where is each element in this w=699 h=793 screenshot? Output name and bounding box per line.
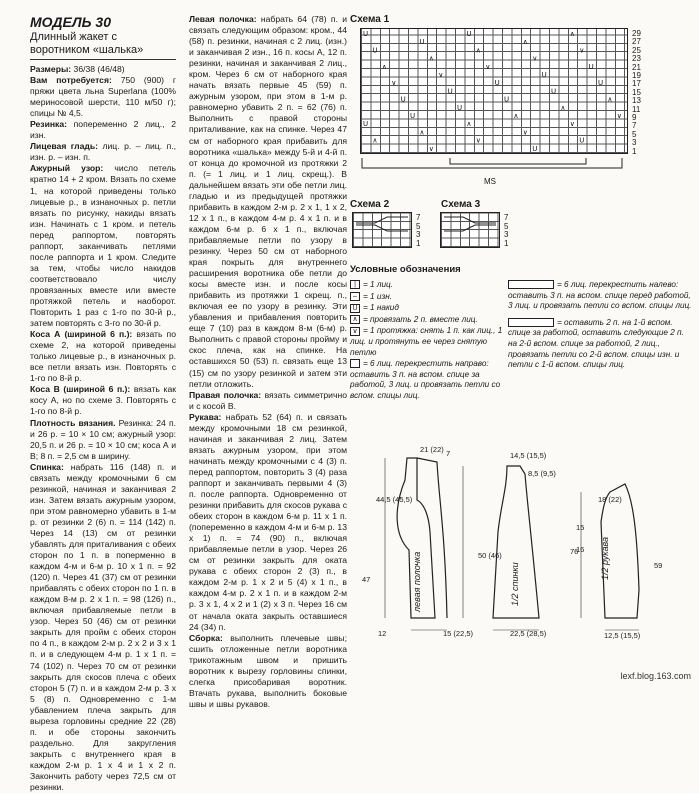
row-number: 3 [416,230,421,240]
stitch-symbol: U [419,38,425,47]
stitch-symbol: ∨ [569,120,575,129]
legend-symbol-icon [350,359,360,368]
legend-right-text: = оставить 2 п. на 1-й вспом. спице за работой, оставить следующие 2 п. на 2-й вспом. спице за работой, 2 лиц., провязать петли со 2-й вспом. спицы изн. и петли с 1-й вспом. спицы лиц. [508,317,684,370]
scheme3-cable [441,213,499,247]
legend-text: = 1 изн. [363,291,393,301]
stitch-symbol: U [457,103,463,112]
col2-paragraph [189,14,347,390]
left-text-column [30,14,176,793]
model-subtitle: Длинный жакет с воротником «шалька» [30,31,144,56]
col1-paragraph [30,163,176,329]
stitch-symbol: ∧ [569,30,575,38]
scheme2-title: Схема 2 [350,199,390,210]
row-number: 15 [632,87,641,97]
row-number: 9 [632,113,637,122]
legend-right-text: = 6 лиц. перекрестить налево: оставить 3 п. на вспом. спице перед работой, 3 лиц. и провязать петли со вспом. спицы лиц. [508,280,692,311]
row-number: 7 [416,213,421,222]
stitch-symbol: ∧ [428,54,434,63]
scheme1-repeat-bracket [360,156,630,192]
col1-paragraph [30,75,176,119]
row-number: 23 [632,54,641,64]
row-number: 27 [632,37,641,47]
stitch-symbol: ∧ [381,62,387,71]
dim-50: 50 (46) [478,551,502,560]
legend-symbol-icon: ∨ [350,327,360,336]
dim-shoulder: 14,5 (15,5) [510,451,547,460]
legend-list [350,280,510,403]
stitch-symbol: U [400,95,406,104]
col1-paragraph-text: 750 (900) г пряжи цвета льна Superlana (100% мериносовой шерсти, 110 м/50 г); спицы № 4,5. [30,75,176,119]
legend-right-item [508,318,693,371]
col2-paragraph-text: набрать 64 (78) п. и связать следующим образом: кром., 44 (58) п. резинки, начиная с 2 лиц. (изн.) и заканчивая 2 изн., 16 п. косы А, 12 п. резинки, начиная и заканчивая 2 лиц., кром. Через 6 см от наборного края начать вязать первые 45 (59) п. ажурным узором, при этом в 1-м р. равномерно убавить 2 п. = 62 (76) п. Выполнить с правой стороны приталивание, как на спинке. Через 47 см от наборного края прибавить для воротника «шалька» между 5-й и 4-й п. от конца до кромочной из протяжки 2 п. (= 1 лиц. и 1 лиц. скрещ.). В дальнейшем вязать эти обе петли лиц. гладью и из предыдущей протяжки прибавить в каждом 2-м р. 2 x 1, 1 x 2, 12 x 1 п., в каждом 4-м р. 4 x 1 п. и в каждом 6-м р. 6 x 1 п., включая прибавляемые петли по узору в резинку. Через 50 см от наборного края покрыть для внутреннего расширения воротника обе петли до косы вместе изн. и после косы прибавить из протяжки 1 скрещ. п., включая ее по узору в резинку. Эти убавления и прибавления повторить еще 7 (10) раз в каждом 8-м (6-м) р. Выполнить с правой стороны пройму и скос плеча, как на спинке. На оставшихся 50 (53) п. связать еще 13 (15) см по узору резинкой и затем эти петли отложить. [189,14,347,389]
scheme1-chart [360,28,628,154]
stitch-symbol: U [410,112,416,120]
dim-back-neck: 8,5 (9,5) [528,469,556,478]
row-number: 21 [632,62,641,72]
legend-item [350,292,510,303]
dim-76: 76 [570,547,579,556]
col1-paragraph [30,384,176,417]
row-number: 3 [504,230,509,240]
legend-right-list [508,280,693,377]
dim-sleeve-top: 18 (22) [598,495,622,504]
dim-neck: 21 (22) [420,445,444,454]
watermark: lexf.blog.163.com [620,671,691,681]
col2-paragraph [189,633,347,710]
row-number: 19 [632,71,641,80]
dim-sleeve-16: 16 [576,545,585,554]
col1-paragraph [30,418,176,462]
legend-title: Условные обозначения [350,264,461,275]
stitch-symbol: U [598,79,604,88]
col1-paragraph-text: лиц. р. – лиц. п., изн. р. – изн. п. [30,141,176,163]
row-number: 3 [632,138,637,148]
legend-item [350,315,510,326]
scheme2-chart [352,212,412,248]
col1-paragraph-text: число петель кратно 14 + 2 кром. Вязать по схеме 1, на которой приведены только лицевые р., в изнаночных р. петли вязать по рисунку, накиды вязать изн. Начинать с 1 кром. и петель перед раппортом, повторять раппорт, заканчивать петлями после раппорта и 1 кром. Следите за тем, чтобы число накидов соответствовало числу провязанных вместе или вместе протяжкой петель и наоборот. Повторить 1 раз с 1-го по 30-й р., затем повторять с 3-го по 30-й р. [30,163,176,329]
col2-paragraph-text: выполнить плечевые швы; сшить отложенные петли воротника трикотажным швом и пришить воротник к вырезу горловины спинки, слегка присобаривая воротник. Втачать рукава, выполнить боковые швы и швы рукавов. [189,632,347,709]
col1-paragraph [30,119,176,141]
legend-symbol-icon: | [350,280,360,289]
legend-symbol-icon: ∧ [350,315,360,324]
row-number: 13 [632,96,641,106]
dim-back-width: 22,5 (28,5) [510,629,547,638]
col1-paragraph-label: Лицевая гладь: [30,141,99,152]
row-number: 7 [504,213,509,222]
legend-text: = провязать 2 п. вместе лиц. [363,314,478,324]
dim-front-width: 15 (22,5) [443,629,474,638]
stitch-symbol: ∨ [616,112,622,120]
stitch-symbol: U [588,62,594,71]
row-number: 29 [632,29,641,38]
stitch-symbol: U [372,46,378,55]
col1-paragraph-text: набрать 116 (148) п. и связать между кромочными 6 см резинкой, начиная и заканчивая 2 изн. Затем вязать ажурным узором, при этом равномерно убавить в 1-м р. от резинки 2 (6) п. = 114 (142) п. Через 14 (13) см от резинки убавлять для приталивания с обеих сторон по 1 п. в поперменно в каждом 4-м и 6-м р. 10 x 1 п. = 92 (120) п. Через 41 (37) см от резинки прибавлять с обеих сторон по 1 п. в каждом 8-м р. 2 x 1 п. = 98 (126) п., включая прибавляемые петли в узор. Через 50 (46) см от резинки закрыть для пройм с обеих сторон по 4 п., в каждом 2-м р. 2 x 2 и 3 x 1 п. и в следующем 4-м р. 1 x 1 п. = 74 (102) п. Через 70 см от резинки закрыть для скосов плеча с обеих сторон 5 (7) п. и в каждом 2-м р. 3 x 5 (8) п. Одновременно с 1-м убавлением плеча закрыть для выреза горловины средние 22 (28) п. и обе стороны закончить раздельно. Для закругления закрыть с внутреннего края в каждом 2-м р. 1 x 4 и 1 x 2 п. Закончить работу через 72,5 см от резинки. [30,461,176,793]
legend-text: = 6 лиц. перекрестить направо: оставить 3 п. на вспом. спице за работой, 3 лиц. и провязать петли со вспом. спицы лиц. [350,359,501,400]
col1-paragraph-text: попеременно 2 лиц., 2 изн. [30,119,176,141]
stitch-symbol: ∧ [560,103,566,112]
left-instructions [30,64,176,793]
col1-paragraph [30,462,176,793]
dim-cuff: 12,5 (15,5) [604,631,641,640]
dim-collar: 7 [446,449,451,458]
col2-paragraph-text: набрать 52 (64) п. и связать между кромочными 18 см резинкой, начиная и заканчивая 2 лиц. Затем вязать ажурным узором, при этом начинать между кромочными с 4 (3) п. перед раппортом, повторить 3 (4) раза раппорт и заканчивать первыми 4 (3) п. после раппорта. Одновременно от резинки прибавить для скосов рукава с обеих сторон в каждом 6-м р. 11 x 1 п. (попеременно в каждом 4-м и 6-м р. 13 x 1) п. = 74 (90) п., включая прибавляемые петли в узор. Через 26 см от резинки закрыть для оката рукава с обеих сторон 2 (3) п., в каждом 2-м р. 1 x 2 и 5 (4) x 1 п., в каждом 4-м р. 2 x 1 п. и в каждом 2-м р. 3 x 1, 4 x 2 и 1 (2) x 3 п. Через 16 см от начала оката закрыть оставшиеся 24 (34) п. [189,411,347,632]
col1-paragraph-label: Спинка: [30,461,64,472]
col1-paragraph [30,141,176,163]
legend-item [350,326,510,358]
title-divider [30,59,176,60]
stitch-symbol: U [494,79,500,88]
dim-front-length: 44,5 (45,5) [376,495,413,504]
repeat-label: MS [484,177,496,186]
row-number: 17 [632,79,641,89]
middle-text-column [189,14,347,710]
stitch-symbol: ∧ [419,128,425,137]
legend-item [350,280,510,291]
legend-symbol-icon: – [350,292,360,301]
stitch-symbol: U [541,71,547,79]
col1-paragraph [30,64,176,75]
row-number: 25 [632,45,641,55]
stitch-symbol: U [532,144,538,153]
col1-paragraph-label: Коса В (шириной 6 п.): [30,384,131,395]
row-number: 5 [416,221,421,231]
model-title: МОДЕЛЬ 30 [30,14,111,30]
stitch-symbol: U [504,95,510,104]
col2-paragraph [189,390,347,412]
dim-12: 12 [378,629,387,638]
col1-paragraph-text: Резинка: 24 п. и 26 р. = 10 × 10 см; ажурный узор: 20,5 п. и 26 р. = 10 × 10 см; коса А и В; 8 п. = 2,5 см в ширину. [30,417,176,461]
dim-59: 59 [654,561,663,570]
row-number: 1 [632,146,637,156]
dim-sleeve-15: 15 [576,523,585,532]
col1-paragraph-label: Плотность вязания. [30,417,116,428]
legend-item [350,359,510,401]
col2-paragraph [189,412,347,633]
scheme1-title: Схема 1 [350,14,390,25]
legend-cable-icon [508,280,554,289]
col1-paragraph-label: Резинка: [30,119,67,130]
stitch-symbol: ∧ [607,95,613,104]
col2-paragraph-text: вязать симметрично и с косой В. [189,389,347,411]
stitch-symbol: U [363,30,369,38]
col2-paragraph-label: Сборка: [189,632,223,643]
col1-paragraph-text: вязать как косу А, но по схеме 3. Повторять с 1-го по 8-й р. [30,384,176,417]
scheme3-title: Схема 3 [441,199,481,210]
row-number: 11 [632,104,641,114]
stitch-symbol: U [551,87,557,96]
col1-paragraph-label: Коса А (шириной 6 п.): [30,329,133,340]
stitch-symbol: ∨ [532,54,538,63]
col1-paragraph-label: Вам потребуется: [30,75,112,86]
stitch-symbol: U [579,136,585,145]
stitch-symbol: U [363,120,369,129]
scheme1-symbols [361,29,626,152]
stitch-symbol: ∨ [428,144,434,153]
legend-text: = 1 накид [363,303,399,313]
legend-item [350,303,510,314]
legend-text: = 1 лиц. [363,280,394,289]
legend-cable-icon [508,318,554,327]
stitch-symbol: ∨ [475,136,481,145]
front-label: левая полочка [412,551,422,612]
scheme2-cable [353,213,411,247]
stitch-symbol: ∧ [372,136,378,145]
row-number: 5 [504,221,509,231]
row-number: 1 [416,238,421,248]
stitch-symbol: ∧ [475,46,481,55]
col1-paragraph-label: Размеры: [30,64,72,74]
legend-symbol-icon: U [350,304,360,313]
legend-right-item [508,280,693,312]
col2-paragraph-label: Рукава: [189,411,222,422]
stitch-symbol: ∧ [466,120,472,129]
row-number: 7 [632,121,637,131]
col2-paragraph-label: Левая полочка: [189,14,257,24]
stitch-symbol: ∧ [522,38,528,47]
middle-instructions [189,14,347,710]
row-number: 1 [504,238,509,248]
dim-47: 47 [362,575,371,584]
col2-paragraph-label: Правая полочка: [189,389,262,400]
col1-paragraph-text: 36/38 (46/48) [71,64,125,74]
scheme3-chart [440,212,500,248]
row-number: 5 [632,129,637,139]
stitch-symbol: U [447,87,453,96]
stitch-symbol: ∨ [438,71,444,79]
stitch-symbol: ∧ [513,112,519,120]
col1-paragraph-label: Ажурный узор: [30,163,104,174]
stitch-symbol: ∨ [522,128,528,137]
legend-text: = 1 протяжка: снять 1 п. как лиц., 1 лиц. и протянуть ее через снятую петлю [350,326,503,357]
stitch-symbol: ∨ [485,62,491,71]
back-label: 1/2 спинки [510,562,520,606]
stitch-symbol: ∨ [391,79,397,88]
pattern-drawings [355,440,695,655]
stitch-symbol: ∨ [579,46,585,55]
stitch-symbol: U [466,30,472,38]
sleeve-label: 1/2 рукава [600,537,610,580]
col1-paragraph [30,329,176,384]
col1-paragraph-text: вязать по схеме 2, на которой приведены только лицевые р., в изнаночных р. все петли вязать изн. Повторять с 1-го по 8-й р. [30,329,176,384]
